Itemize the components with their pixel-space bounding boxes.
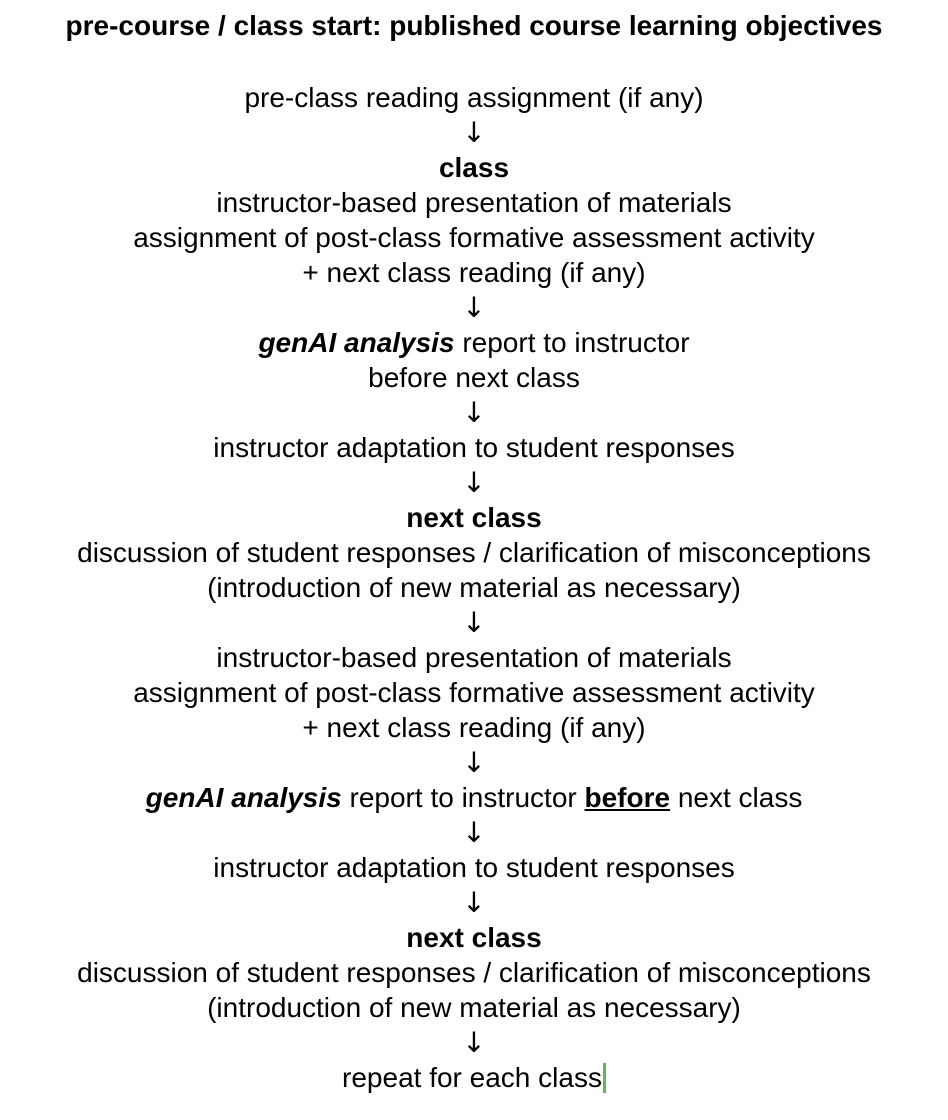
class-reading-line: + next class reading (if any)	[302, 257, 646, 288]
down-arrow-icon: ↓	[462, 396, 486, 429]
report-text: report to instructor	[341, 782, 585, 813]
before-emphasis: before	[584, 782, 671, 813]
instructor-adaptation-step-2: instructor adaptation to student responses	[213, 852, 735, 883]
down-arrow-icon: ↓	[462, 1026, 486, 1059]
next-class-heading-2: next class	[406, 922, 542, 953]
down-arrow-icon: ↓	[462, 816, 486, 849]
down-arrow-icon: ↓	[462, 886, 486, 919]
down-arrow-icon: ↓	[462, 746, 486, 779]
report-text: report to instructor	[454, 327, 690, 358]
repeat-step	[0, 1060, 948, 1095]
diagram-title: pre-course / class start: published course learning objectives	[65, 10, 883, 41]
genai-analysis-label: genAI analysis	[258, 327, 455, 358]
class-assignment-line: assignment of post-class formative assessment activity	[133, 222, 815, 253]
next-class-heading: next class	[406, 502, 542, 533]
discussion-line: discussion of student responses / clarification of misconceptions	[77, 537, 871, 568]
down-arrow-icon: ↓	[462, 116, 486, 149]
genai-analysis-label: genAI analysis	[145, 782, 342, 813]
genai-analysis-step	[0, 325, 948, 360]
down-arrow-icon: ↓	[462, 466, 486, 499]
pre-class-reading-step: pre-class reading assignment (if any)	[244, 82, 704, 113]
down-arrow-icon: ↓	[462, 606, 486, 639]
discussion-line-2: discussion of student responses / clarification of misconceptions	[77, 957, 871, 988]
before-next-class-line: before next class	[368, 362, 580, 393]
class-heading: class	[438, 152, 510, 183]
process-flow	[0, 80, 948, 1095]
instructor-adaptation-step: instructor adaptation to student responses	[213, 432, 735, 463]
repeat-text: repeat for each class	[342, 1062, 602, 1093]
class-presentation-line: instructor-based presentation of materials	[216, 187, 732, 218]
genai-analysis-step-2	[0, 780, 948, 815]
next-class-text: next class	[670, 782, 803, 813]
new-material-line: (introduction of new material as necessary)	[207, 572, 741, 603]
new-material-line-2: (introduction of new material as necessary)	[207, 992, 741, 1023]
assignment-line-2: assignment of post-class formative assessment activity	[133, 677, 815, 708]
text-cursor	[603, 1063, 606, 1093]
presentation-line-2: instructor-based presentation of materials	[216, 642, 732, 673]
down-arrow-icon: ↓	[462, 291, 486, 324]
reading-line-2: + next class reading (if any)	[302, 712, 646, 743]
